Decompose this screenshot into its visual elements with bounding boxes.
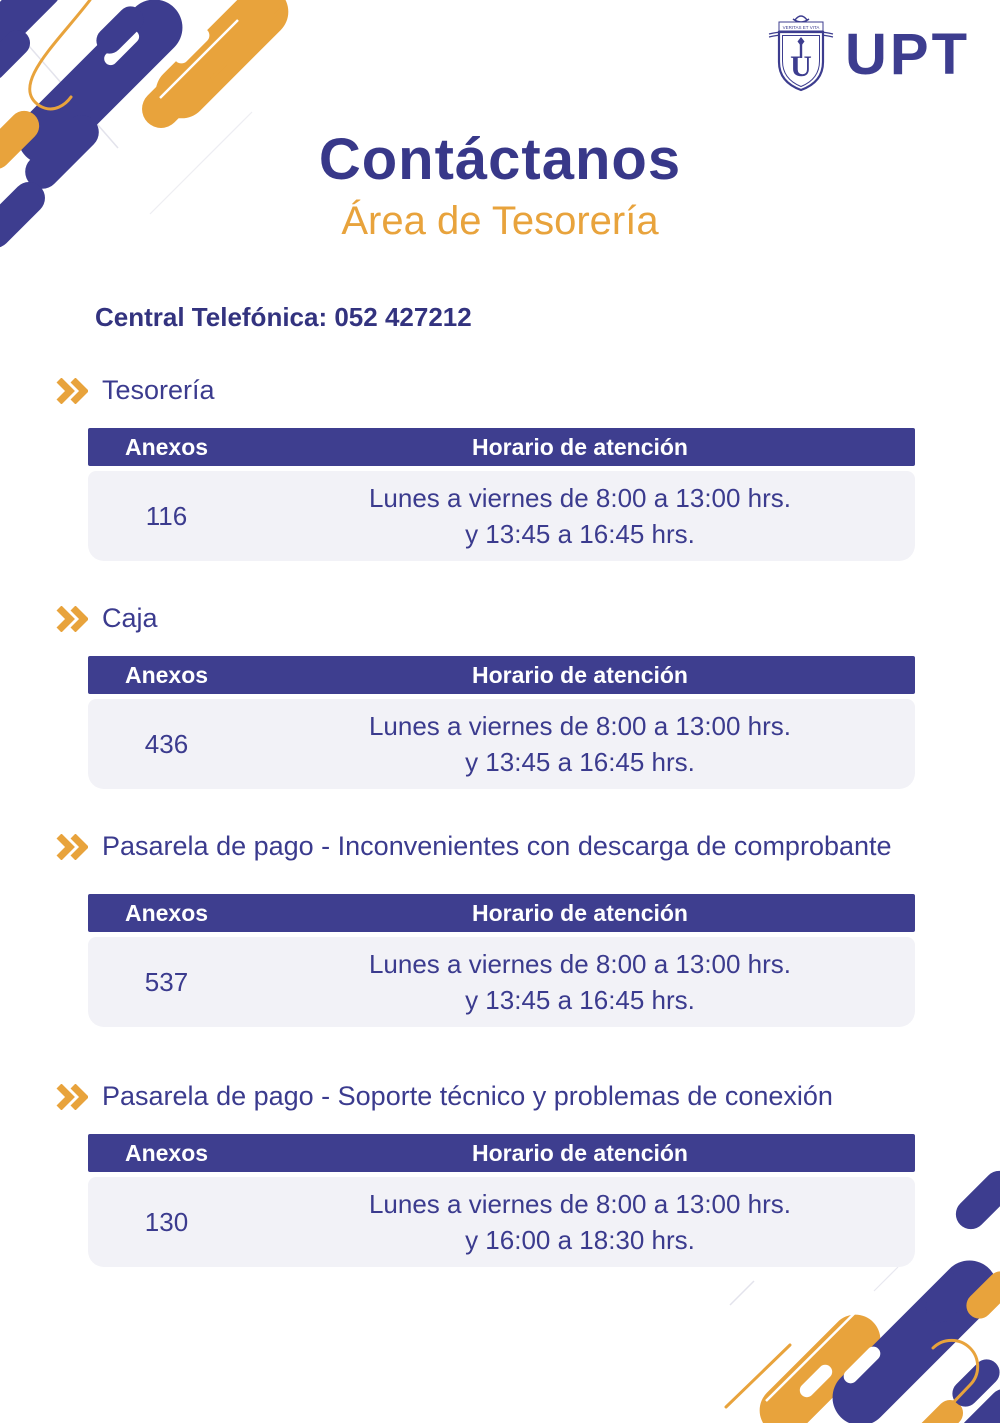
logo-wordmark: UPT xyxy=(845,21,970,87)
schedule-table xyxy=(88,1134,915,1267)
anexo-number: 436 xyxy=(144,728,189,759)
column-header-anexos: Anexos xyxy=(124,433,209,460)
table-row xyxy=(88,699,915,789)
horario-line1: Lunes a viernes de 8:00 a 13:00 hrs. xyxy=(368,949,792,979)
column-header-horario: Horario de atención xyxy=(472,661,688,688)
column-header-horario: Horario de atención xyxy=(472,899,688,926)
section-title: Caja xyxy=(102,603,158,633)
section-title-row xyxy=(0,603,1000,634)
upt-shield-icon xyxy=(765,10,837,98)
horario-line1: Lunes a viernes de 8:00 a 13:00 hrs. xyxy=(368,1189,792,1219)
table-header-row xyxy=(88,428,915,466)
horario-line2: y 16:00 a 18:30 hrs. xyxy=(465,1225,695,1255)
double-chevron-icon xyxy=(56,1084,88,1110)
table-row xyxy=(88,471,915,561)
section-tesoreria xyxy=(0,375,1000,561)
horario-line2: y 13:45 a 16:45 hrs. xyxy=(465,985,695,1015)
schedule-table xyxy=(88,656,915,789)
horario-line2: y 13:45 a 16:45 hrs. xyxy=(465,519,695,549)
horario-cell xyxy=(245,480,915,552)
table-row xyxy=(88,937,915,1027)
section-title: Tesorería xyxy=(102,375,215,405)
phone-line: Central Telefónica: 052 427212 xyxy=(95,302,472,332)
page-subtitle: Área de Tesorería xyxy=(341,199,659,243)
logo-motto: VERITAS ET VITA xyxy=(782,25,820,30)
anexo-number: 130 xyxy=(144,1206,189,1237)
double-chevron-icon xyxy=(56,606,88,632)
column-header-horario: Horario de atención xyxy=(472,1139,688,1166)
horario-line1: Lunes a viernes de 8:00 a 13:00 hrs. xyxy=(368,483,792,513)
table-header-row xyxy=(88,656,915,694)
column-header-anexos: Anexos xyxy=(124,899,209,926)
horario-line1: Lunes a viernes de 8:00 a 13:00 hrs. xyxy=(368,711,792,741)
page-title: Contáctanos xyxy=(318,127,682,192)
horario-line2: y 13:45 a 16:45 hrs. xyxy=(465,747,695,777)
horario-cell xyxy=(245,708,915,780)
section-title: Pasarela de pago - Soporte técnico y problemas de conexión xyxy=(102,1081,833,1111)
double-chevron-icon xyxy=(56,378,88,404)
section-title-row xyxy=(0,1081,1000,1112)
section-caja xyxy=(0,603,1000,789)
section-title-row xyxy=(0,375,1000,406)
table-header-row xyxy=(88,894,915,932)
double-chevron-icon xyxy=(56,834,88,860)
column-header-anexos: Anexos xyxy=(124,1139,209,1166)
schedule-table xyxy=(88,428,915,561)
column-header-horario: Horario de atención xyxy=(472,433,688,460)
upt-logo xyxy=(765,10,970,98)
section-pasarela-soporte xyxy=(0,1081,1000,1267)
anexo-number: 537 xyxy=(144,966,189,997)
horario-cell xyxy=(245,946,915,1018)
section-pasarela-comprobante xyxy=(0,831,1000,1027)
shield-letter-u: U xyxy=(790,50,812,83)
schedule-table xyxy=(88,894,915,1027)
table-header-row xyxy=(88,1134,915,1172)
horario-cell xyxy=(245,1186,915,1258)
table-row xyxy=(88,1177,915,1267)
section-title: Pasarela de pago - Inconvenientes con descarga de comprobante xyxy=(102,831,892,861)
section-title-row xyxy=(0,831,1000,862)
anexo-number: 116 xyxy=(145,500,188,531)
column-header-anexos: Anexos xyxy=(124,661,209,688)
